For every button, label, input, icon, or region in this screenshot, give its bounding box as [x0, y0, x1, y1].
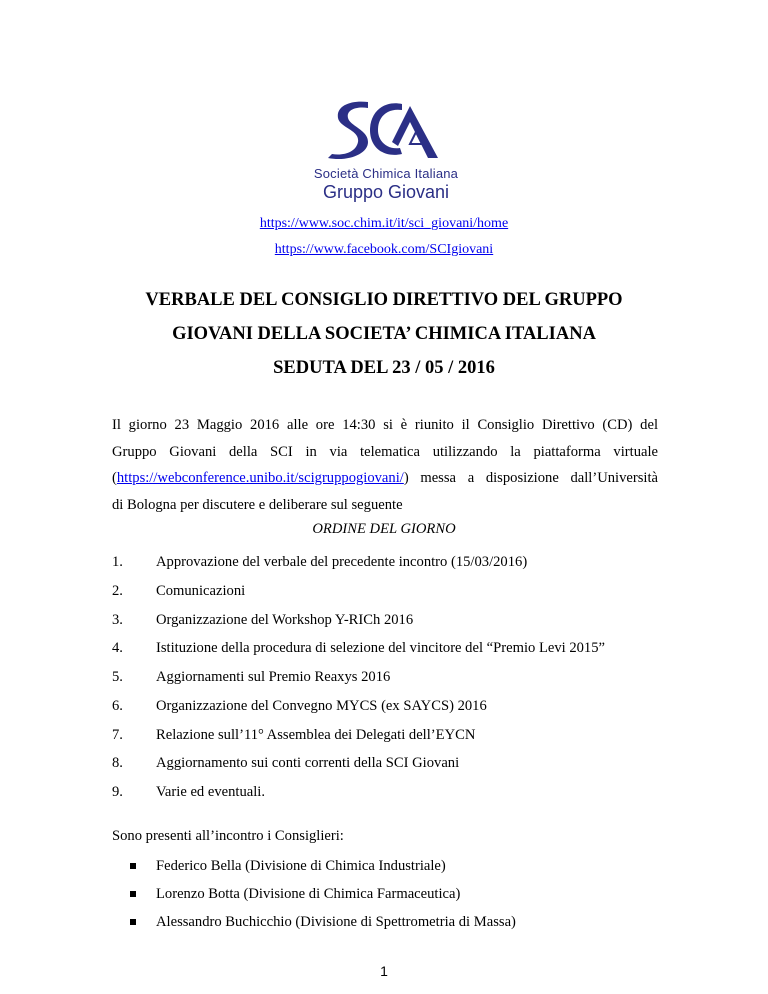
sci-giovani-logo — [298, 96, 474, 214]
logo-group-name: Gruppo Giovani — [322, 182, 450, 202]
intro-line: di Bologna per discutere e deliberare sul seguente — [112, 496, 403, 513]
bullet-square-icon — [130, 863, 136, 869]
website-link[interactable]: https://www.soc.chim.it/it/sci_giovani/home — [259, 216, 509, 231]
bullet-square-icon — [130, 891, 136, 897]
document-title-line-1: VERBALE DEL CONSIGLIO DIRETTIVO DEL GRUPPO — [145, 290, 623, 310]
facebook-link[interactable]: https://www.facebook.com/SCIgiovani — [274, 242, 494, 257]
attendees-intro: Sono presenti all’incontro i Consiglieri: — [112, 828, 344, 844]
page-number: 1 — [380, 963, 388, 979]
intro-line: Gruppo Giovani della SCI in via telematica utilizzando la piattaforma virtuale — [112, 443, 658, 460]
document-title-line-2: GIOVANI DELLA SOCIETA’ CHIMICA ITALIANA — [172, 324, 596, 344]
logo-org-name: Società Chimica Italiana — [313, 166, 459, 181]
agenda-heading: ORDINE DEL GIORNO — [312, 521, 456, 537]
sci-logo-mark-icon — [298, 96, 474, 166]
intro-line: Il giorno 23 Maggio 2016 alle ore 14:30 si è riunito il Consiglio Direttivo (CD) del — [112, 417, 658, 433]
webconference-link[interactable]: https://webconference.unibo.it/scigruppogiovani/ — [116, 470, 404, 486]
intro-paragraph — [112, 412, 658, 518]
intro-line: (https://webconference.unibo.it/scigruppogiovani/) messa a disposizione dall’Università — [112, 470, 658, 486]
document-title-line-3: SEDUTA DEL 23 / 05 / 2016 — [273, 358, 495, 378]
bullet-square-icon — [130, 919, 136, 925]
